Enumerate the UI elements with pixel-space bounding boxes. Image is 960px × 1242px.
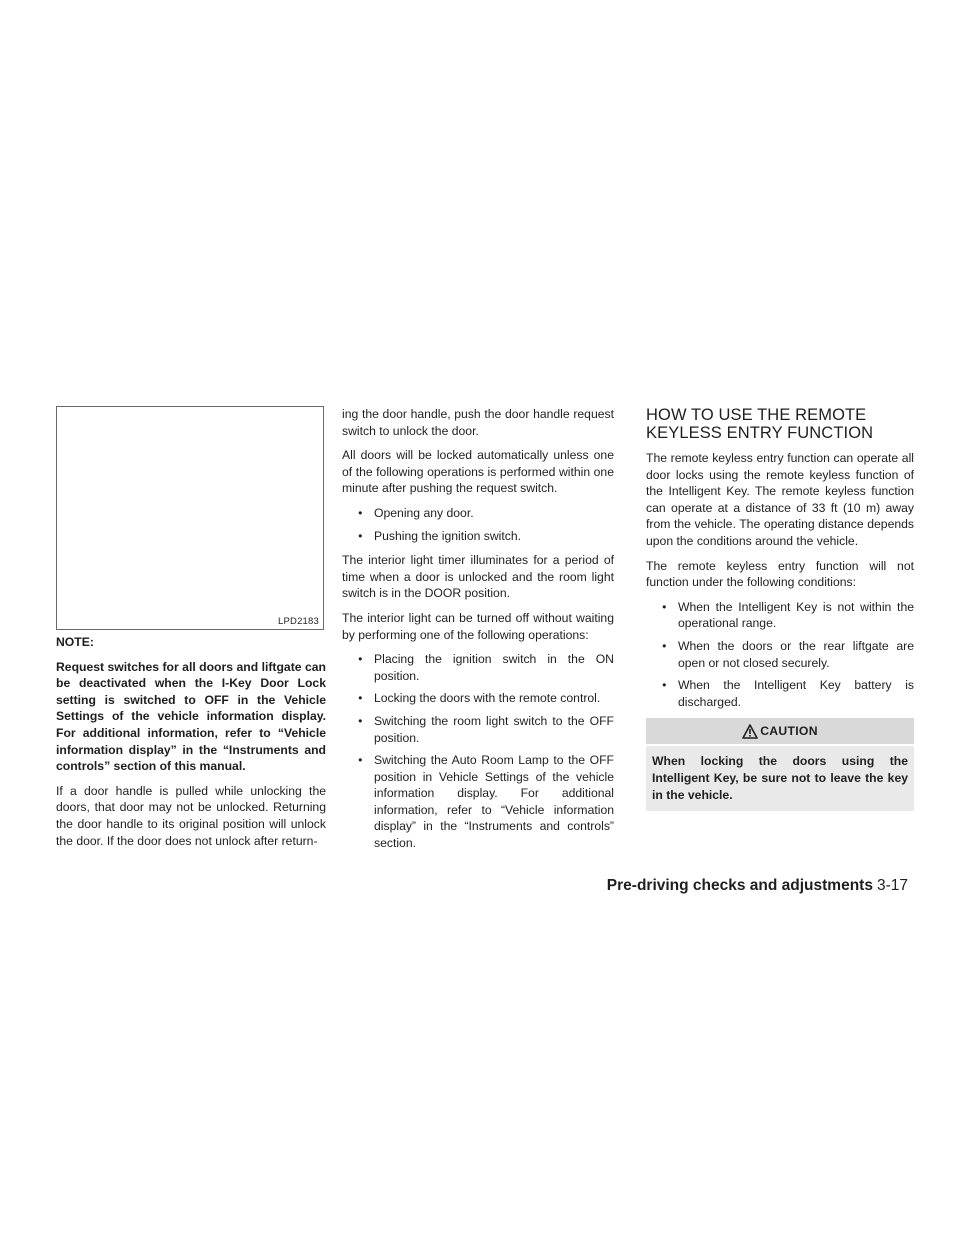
section-title: [646, 406, 914, 442]
page-footer: [607, 877, 908, 895]
note-body: Request switches for all doors and liftgate can be deactivated when the I-Key Door Lock setting is switched to OFF in the Vehicle Settings of the vehicle information display. For additional information, refer to “Vehicle information display” in the “Instruments and controls” section of this manual.: [56, 659, 326, 774]
caution-box: [646, 718, 914, 811]
column-middle: [342, 406, 614, 860]
list-item: ● Switching the Auto Room Lamp to the OFF position in Vehicle Settings of the vehicle information display. For additional information, refer to “Vehicle information display” in the “Instruments and controls” section.: [342, 752, 614, 852]
bullet-list: [342, 505, 614, 544]
figure-label: LPD2183: [277, 616, 319, 627]
column-right: [646, 406, 914, 811]
paragraph: All doors will be locked automatically unless one of the following operations is performed within one minute after pushing the request switch.: [342, 448, 614, 496]
note-heading: NOTE:: [56, 635, 94, 649]
caution-body: When locking the doors using the Intelligent Key, be sure not to leave the key in the vehicle.: [646, 746, 914, 811]
paragraph: The interior light can be turned off without waiting by performing one of the following operations:: [342, 610, 614, 642]
section-title-line: KEYLESS ENTRY FUNCTION: [646, 424, 874, 442]
list-item: ● Locking the doors with the remote control.: [342, 690, 614, 707]
list-item: ● Switching the room light switch to the OFF position.: [342, 713, 614, 746]
caution-header: [646, 718, 914, 744]
footer-section-title: Pre-driving checks and adjustments: [606, 877, 873, 894]
warning-icon: [742, 724, 758, 739]
list-item: ● Placing the ignition switch in the ON position.: [342, 651, 614, 684]
section-title-line: HOW TO USE THE REMOTE: [646, 406, 867, 424]
list-item: ● When the Intelligent Key battery is discharged.: [646, 677, 914, 710]
paragraph: The interior light timer illuminates for a period of time when a door is unlocked and the room light switch is in the DOOR position.: [342, 553, 614, 601]
list-item: ● When the doors or the rear liftgate are open or not closed securely.: [646, 638, 914, 671]
bullet-list: [342, 651, 614, 852]
list-item: ● Opening any door.: [342, 505, 614, 522]
list-item: ● When the Intelligent Key is not within the operational range.: [646, 599, 914, 632]
figure-image: [56, 406, 324, 630]
paragraph: If a door handle is pulled while unlocking the doors, that door may not be unlocked. Returning the door handle to its original position will unlock the door. If the door does not unlock after return-: [56, 783, 326, 848]
caution-heading: CAUTION: [760, 724, 818, 739]
bullet-list: [646, 599, 914, 711]
column-left: [56, 406, 326, 857]
paragraph: ing the door handle, push the door handle request switch to unlock the door.: [342, 407, 614, 438]
page-number: 3-17: [876, 877, 908, 894]
list-item: ● Pushing the ignition switch.: [342, 528, 614, 545]
paragraph: The remote keyless entry function will not function under the following conditions:: [646, 558, 914, 590]
paragraph: The remote keyless entry function can operate all door locks using the remote keyless function of the Intelligent Key. The remote keyless function can operate at a distance of 33 ft (10 m) away from the vehicle. The operating distance depends upon the conditions around the vehicle.: [646, 451, 914, 548]
